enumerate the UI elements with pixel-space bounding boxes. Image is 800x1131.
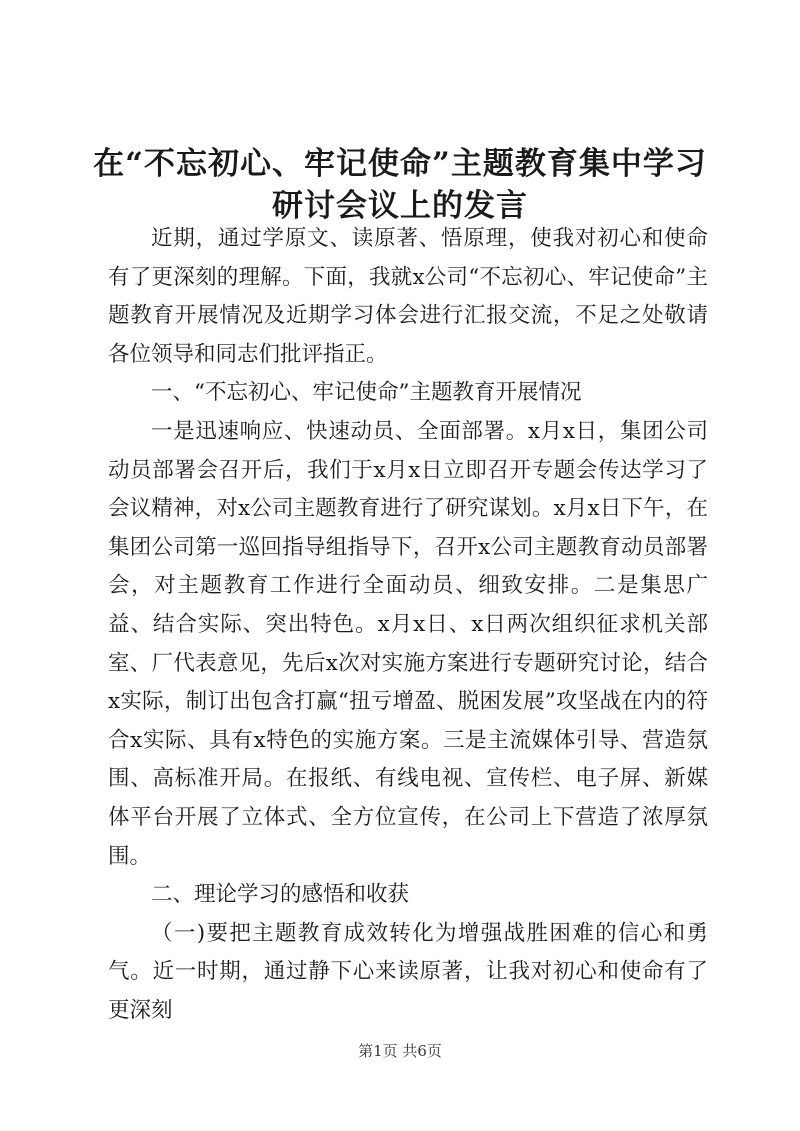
- document-title-line-1: 在“不忘初心、牢记使命”主题教育集中学习: [93, 146, 707, 182]
- section-heading-2: 二、理论学习的感悟和收获: [151, 882, 410, 908]
- paragraph-section-1: 一是迅速响应、快速动员、全面部署。x月x日，集团公司动员部署会召开后，我们于x月x日立即召开专题会传达学习了会议精神，对x公司主题教育进行了研究谋划。x月x日下午，在集团公司第一巡回指导组指导下，召开x公司主题教育动员部署会，对主题教育工作进行全面动员、细致安排。二是集思广益、结合实际、突出特色。x月x日、x日两次组织征求机关部室、厂代表意见，先后x次对实施方案进行专题研究讨论，结合x实际，制订出包含打赢“扭亏增盈、脱困发展”攻坚战在内的符合x实际、具有x特色的实施方案。三是主流媒体引导、营造氛围、高标准开局。在报纸、有线电视、宣传栏、电子屏、新媒体平台开展了立体式、全方位宣传，在公司上下营造了浓厚氛围。: [108, 418, 708, 869]
- document-title-line-2: 研讨会议上的发言: [272, 188, 528, 224]
- section-heading-1: 一、“不忘初心、牢记使命”主题教育开展情况: [151, 380, 582, 406]
- paragraph-intro: 近期，通过学原文、读原著、悟原理，使我对初心和使命有了更深刻的理解。下面，我就x公司“不忘初心、牢记使命”主题教育开展情况及近期学习体会进行汇报交流，不足之处敬请各位领导和同志们批评指正。: [108, 226, 708, 367]
- page-number-footer: 第1页 共6页: [358, 1042, 442, 1060]
- document-body: [108, 220, 708, 1030]
- paragraph-subsection-1: （一)要把主题教育成效转化为增强战胜困难的信心和勇气。近一时期，通过静下心来读原著，让我对初心和使命有了更深刻: [108, 920, 708, 1023]
